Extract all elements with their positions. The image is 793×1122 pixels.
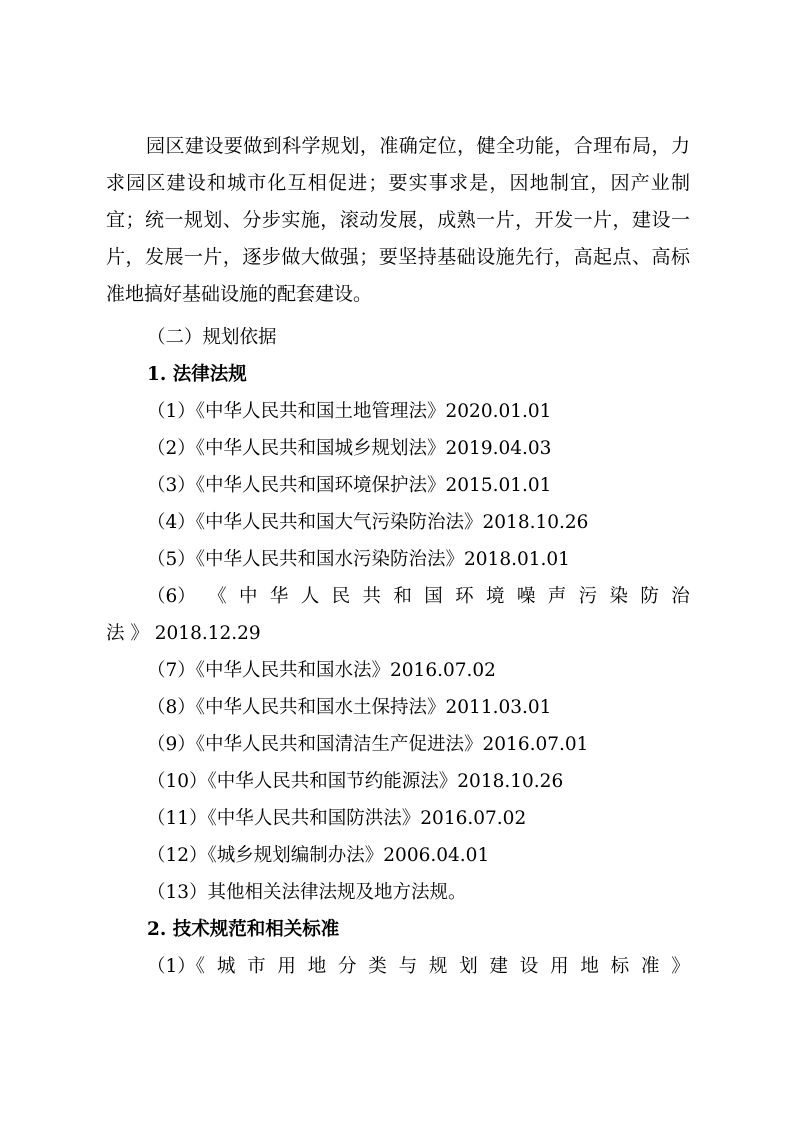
law-item: （11）《中华人民共和国防洪法》2016.07.02: [147, 808, 527, 829]
law-item: （3）《中华人民共和国环境保护法》2015.01.01: [147, 475, 552, 496]
standard-item-1-part: 建: [489, 956, 508, 977]
law-item-6-part: （6）: [147, 586, 196, 607]
intro-paragraph: 园区建设要做到科学规划，准确定位，健全功能，合理布局，力求园区建设和城市化互相促进；要实事求是，因地制宜，因产业制宜；统一规划、分步实施，滚动发展，成熟一片，开发一片，建设一片，发展一片，逐步做大做强；要坚持基础设施先行，高起点、高标准地搞好基础设施的配套建设。: [106, 135, 690, 305]
law-item-6-part: 防: [640, 586, 659, 607]
law-item: （2）《中华人民共和国城乡规划法》2019.04.03: [147, 438, 552, 459]
standard-item-1-part: 用: [550, 956, 569, 977]
standard-item-1-part: 城: [216, 956, 236, 977]
section-heading: （二）规划依据: [147, 327, 277, 348]
law-item-6-part: 共: [362, 586, 382, 607]
standard-item-1-part: 分: [338, 956, 357, 977]
law-item: （7）《中华人民共和国水法》2016.07.02: [147, 660, 496, 681]
law-item-6-part: 《: [208, 586, 227, 607]
law-item: （9）《中华人民共和国清洁生产促进法》2016.07.01: [147, 734, 589, 755]
standard-item-1-part: （1）《: [147, 956, 206, 977]
standard-item-1-part: 地: [307, 956, 327, 977]
subsection-heading-standards: 2. 技术规范和相关标准: [147, 919, 340, 940]
law-item-6-part: 和: [393, 586, 412, 607]
law-item-6-part: 治: [671, 586, 690, 607]
standard-item-1-part: 与: [398, 956, 418, 977]
standard-item-1-part: 标: [610, 956, 630, 977]
law-item-6-part: 民: [331, 586, 351, 607]
standard-item-1-part: 设: [519, 956, 539, 977]
law-item-6-second-line: 法 》 2018.12.29: [106, 623, 261, 644]
law-item: （8）《中华人民共和国水土保持法》2011.03.01: [147, 697, 552, 718]
standard-item-1-part: 地: [580, 956, 599, 977]
standard-item-1-part: 划: [459, 956, 478, 977]
law-item: （5）《中华人民共和国水污染防治法》2018.01.01: [147, 549, 570, 570]
law-item: （1）《中华人民共和国土地管理法》2020.01.01: [147, 401, 552, 422]
law-item: （10）《中华人民共和国节约能源法》2018.10.26: [147, 771, 564, 792]
law-item-6-part: 污: [578, 586, 598, 607]
subsection-heading-laws: 1. 法律法规: [147, 364, 247, 385]
law-item-6-part: 噪: [516, 586, 536, 607]
standard-item-1-part: 市: [247, 956, 266, 977]
law-item-6-first-line: [147, 578, 690, 615]
standard-item-1-part: 准: [640, 956, 660, 977]
law-item: （12）《城乡规划编制办法》2006.04.01: [147, 845, 490, 866]
standard-item-1-part: 类: [368, 956, 387, 977]
law-item-6-part: 国: [424, 586, 443, 607]
standard-item-1-part: 》: [671, 956, 690, 977]
standard-item-1-part: 用: [277, 956, 296, 977]
law-item-6-part: 境: [486, 586, 505, 607]
law-item: （4）《中华人民共和国大气污染防治法》2018.10.26: [147, 512, 589, 533]
standard-item-1-part: 规: [428, 956, 448, 977]
law-item-6-part: 染: [609, 586, 629, 607]
law-item-6-part: 中: [239, 586, 258, 607]
standard-item-1-first-line: [147, 948, 690, 985]
law-item: （13）其他相关法律法规及地方法规。: [147, 882, 467, 903]
law-item-6-part: 华: [269, 586, 289, 607]
law-item-6-part: 环: [455, 586, 474, 607]
law-item-6-part: 人: [300, 586, 320, 607]
law-item-6-part: 声: [547, 586, 567, 607]
